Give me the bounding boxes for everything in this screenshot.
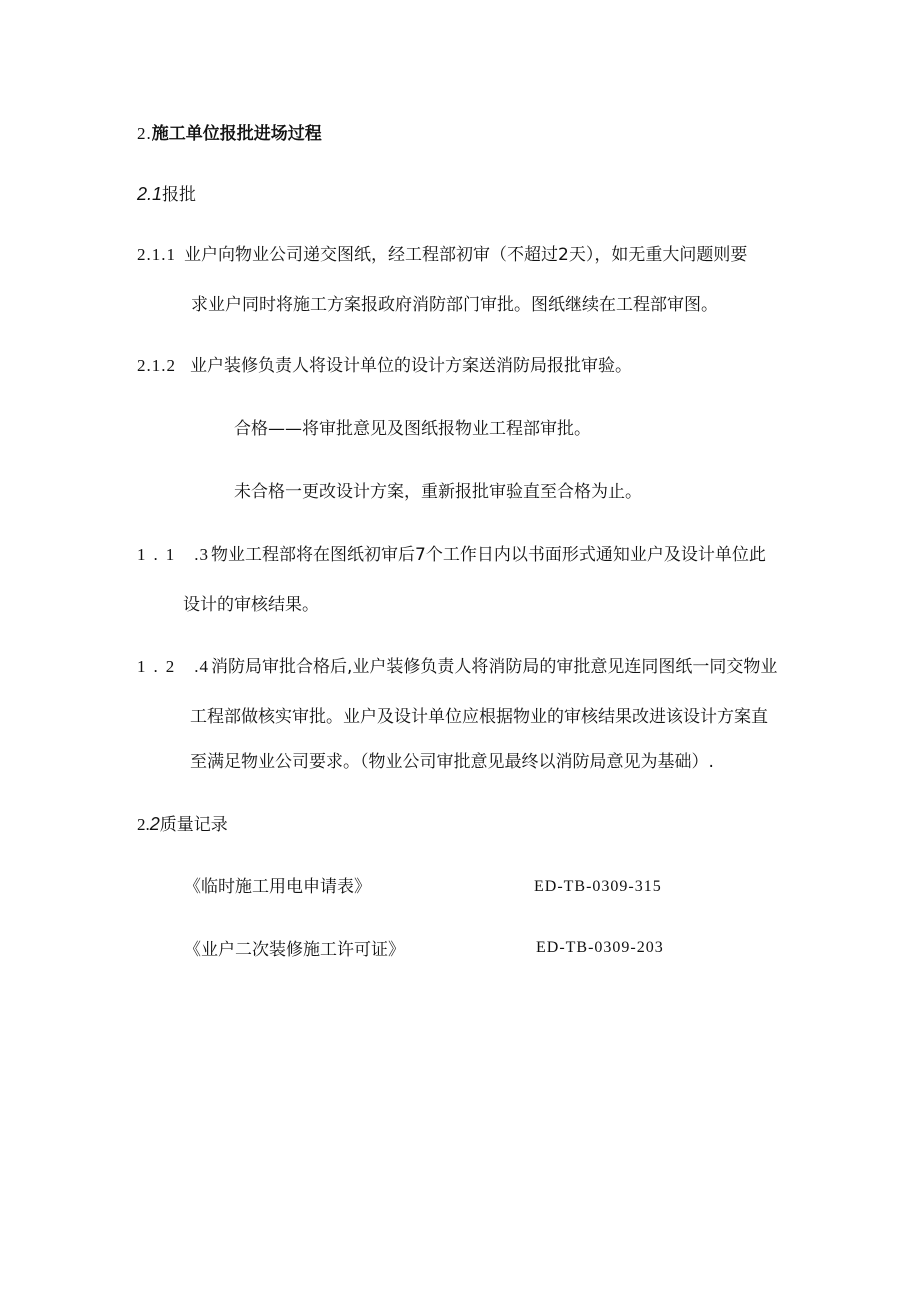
record-name: 《临时施工用电申请表》 (184, 877, 371, 897)
item-2-1-2-pass (234, 419, 591, 439)
item-text: 至满足物业公司要求。（物业公司审批意见最终以消防局意见为基础）. (190, 752, 714, 772)
record-row (184, 877, 371, 897)
item-2-1-2-fail (234, 482, 642, 502)
item-1-1-3-line2 (183, 595, 319, 615)
record-row (184, 940, 405, 960)
item-number: 1.2 (137, 657, 183, 676)
item-number: 2.1.2 (137, 356, 176, 375)
item-2-1-1-line2 (191, 295, 718, 315)
record-name: 《业户二次装修施工许可证》 (184, 940, 405, 960)
item-2-1-1-line1 (137, 245, 747, 265)
subsection-title: 质量记录 (159, 815, 228, 835)
subsection-2-2 (137, 814, 228, 835)
fail-text: 未合格一更改设计方案，重新报批审验直至合格为止。 (234, 482, 642, 502)
item-text: 设计的审核结果。 (183, 595, 319, 615)
item-text: 物业工程部将在图纸初审后7个工作日内以书面形式通知业户及设计单位此 (211, 545, 766, 565)
subsection-number: 2.1 (137, 184, 163, 204)
item-text: 求业户同时将施工方案报政府消防部门审批。图纸继续在工程部审图。 (191, 295, 718, 315)
item-number: 1.1 (137, 545, 183, 564)
item-text: 消防局审批合格后,业户装修负责人将消防局的审批意见连同图纸一同交物业 (211, 657, 778, 677)
section-number: 2. (137, 124, 152, 143)
item-number-suffix: .4 (194, 657, 209, 676)
item-number: 2.1.1 (137, 245, 176, 264)
pass-text: 合格——将审批意见及图纸报物业工程部审批。 (234, 419, 591, 439)
item-1-2-4-line1 (137, 657, 777, 677)
subsection-number: 2. (137, 815, 150, 834)
item-text: 业户装修负责人将设计单位的设计方案送消防局报批审验。 (190, 356, 632, 376)
item-text: 工程部做核实审批。业户及设计单位应根据物业的审核结果改进该设计方案直 (190, 707, 768, 727)
item-1-2-4-line2 (190, 707, 768, 727)
item-1-1-3-line1 (137, 545, 766, 565)
item-1-2-4-line3 (190, 752, 714, 772)
item-text: 业户向物业公司递交图纸，经工程部初审（不超过2天），如无重大问题则要 (184, 245, 748, 265)
subsection-number-italic: 2 (149, 814, 160, 834)
record-code: ED-TB-0309-315 (534, 878, 662, 895)
section-title: 施工单位报批进场过程 (151, 124, 322, 144)
record-code: ED-TB-0309-203 (536, 939, 664, 956)
item-number-suffix: .3 (194, 545, 209, 564)
subsection-title: 报批 (162, 185, 197, 205)
section-heading (137, 124, 322, 144)
subsection-2-1 (137, 184, 196, 205)
item-2-1-2 (137, 356, 632, 376)
